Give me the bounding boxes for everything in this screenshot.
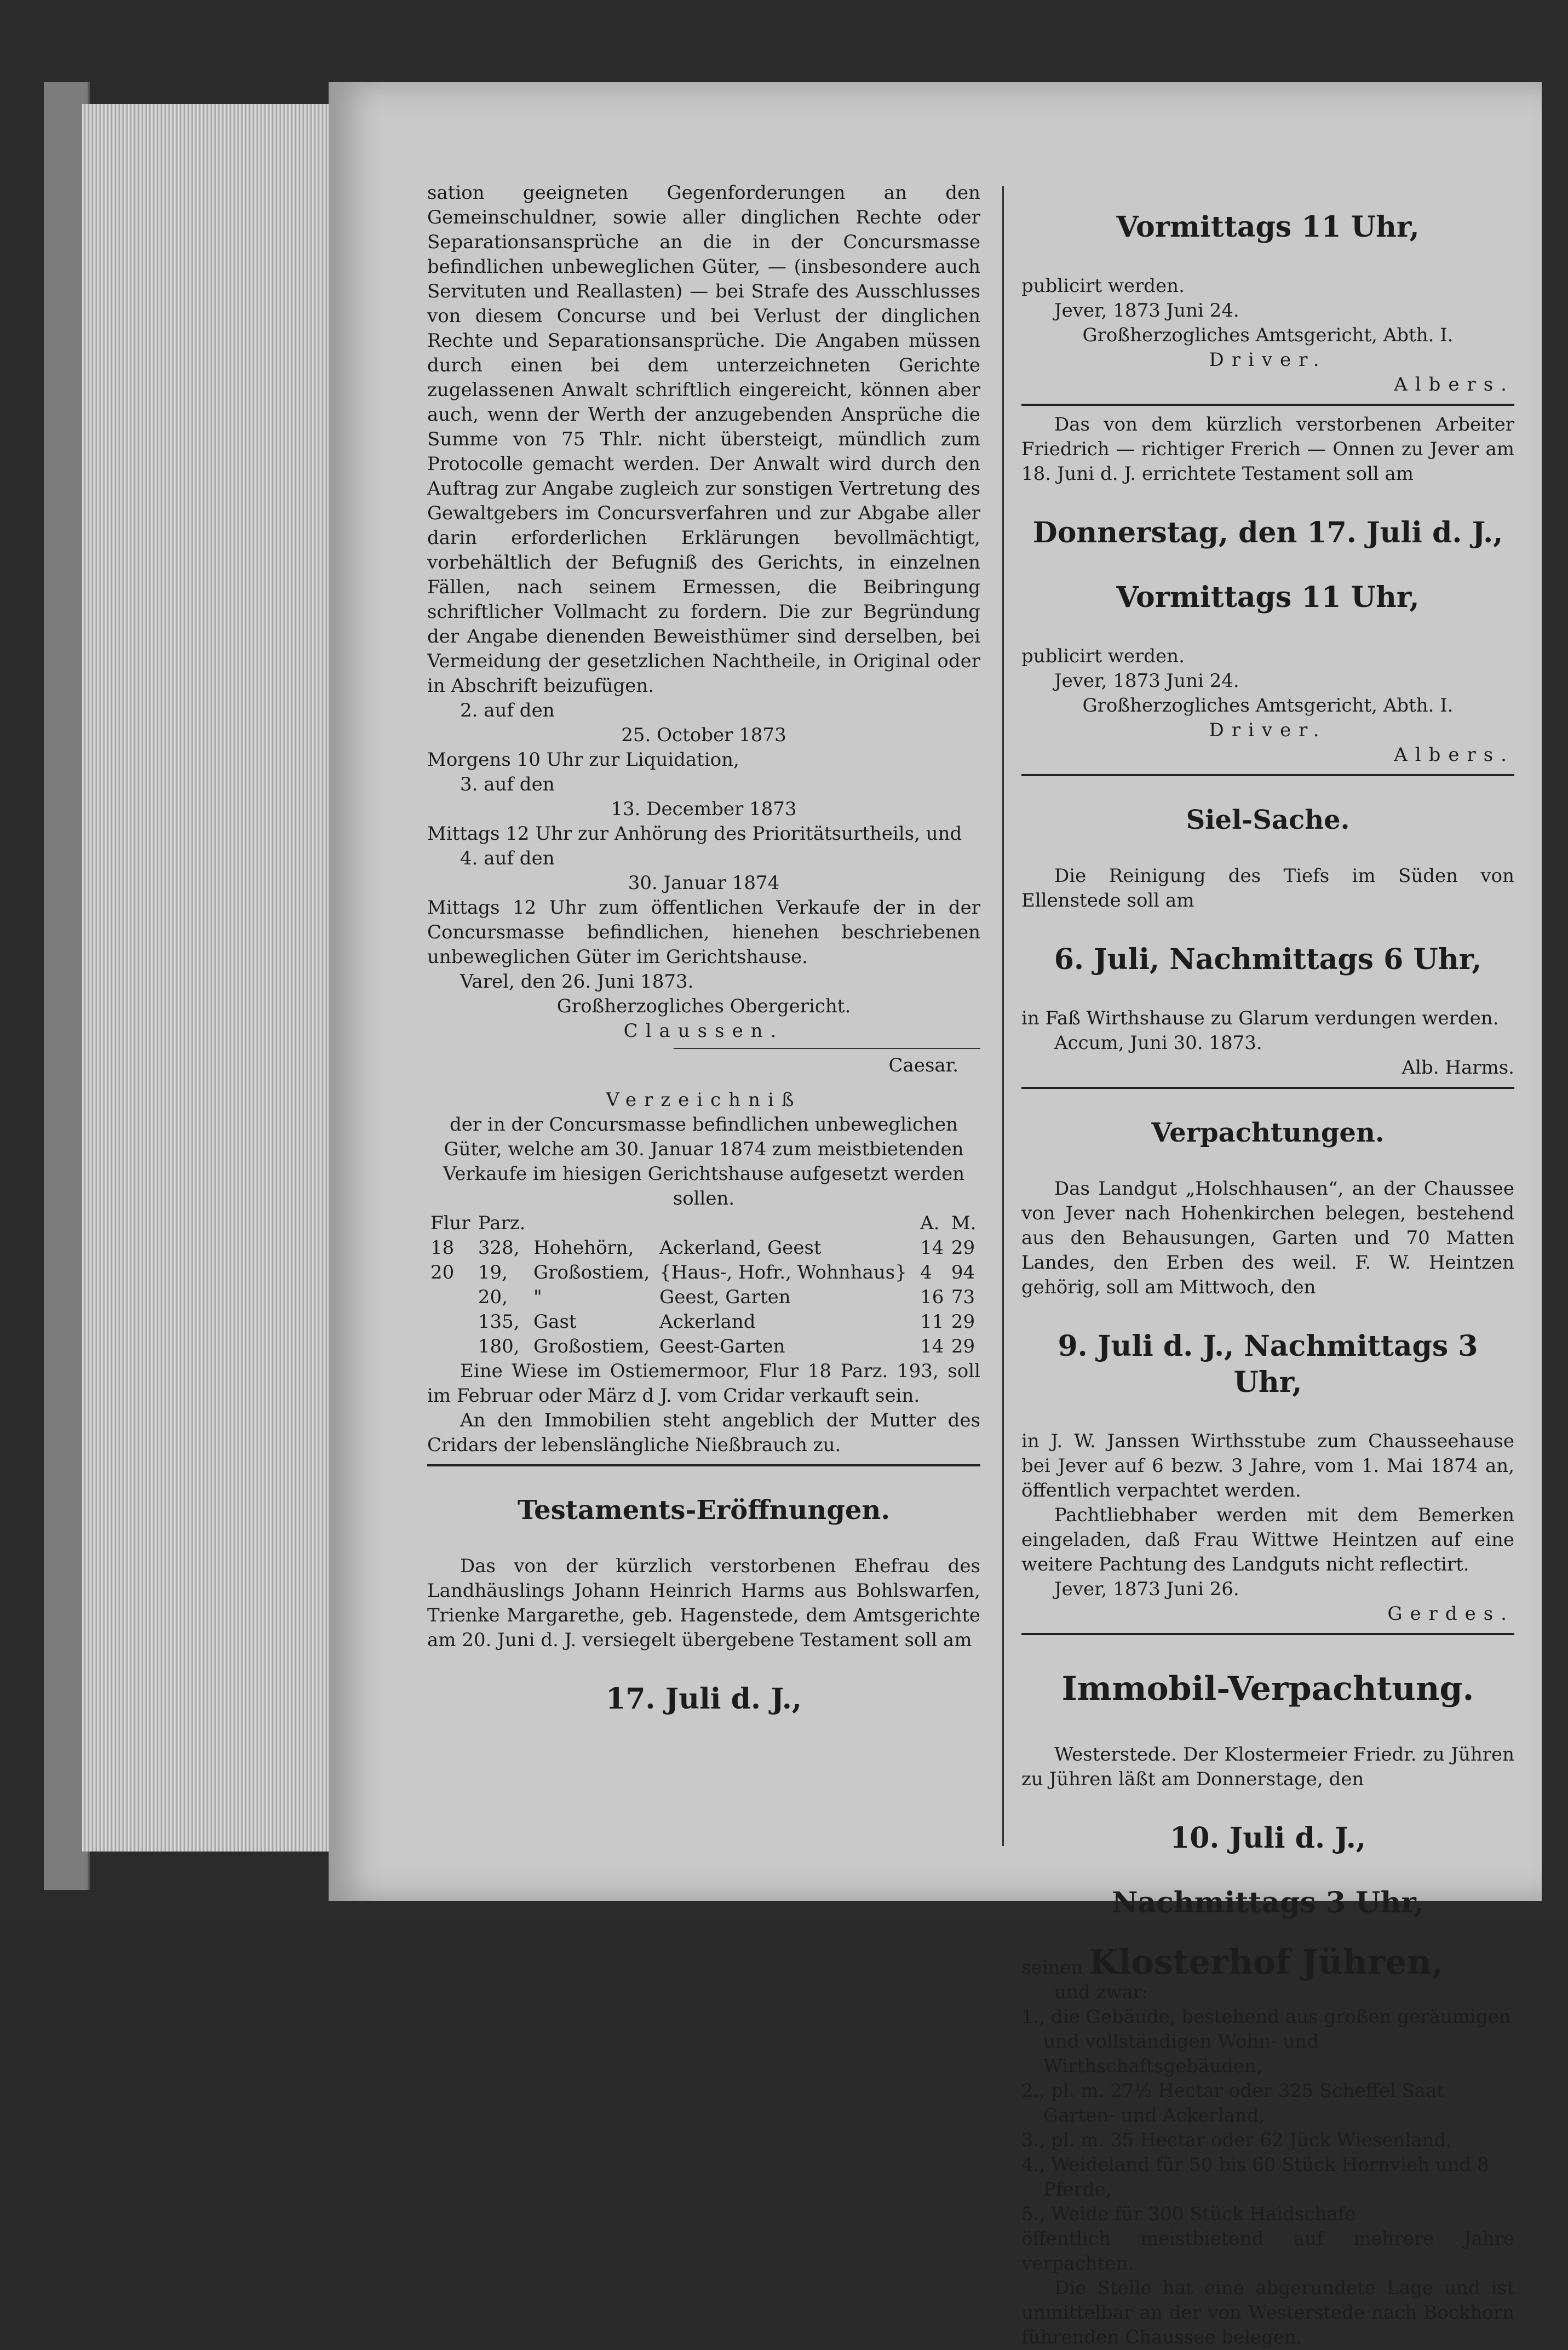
- siel-text2: in Faß Wirthshause zu Glarum verdungen werden.: [1021, 1007, 1499, 1029]
- table-row: [427, 1236, 980, 1260]
- left-column: [427, 181, 980, 1746]
- table-cell: Geest-Garten: [659, 1336, 785, 1357]
- table-note: Eine Wiese im Ostiemermoor, Flur 18 Parz. 193, soll im Februar oder März d J. vom Cridar verkauft sein.: [427, 1360, 980, 1407]
- table-cell: 14: [920, 1237, 944, 1259]
- column-divider: [1002, 186, 1004, 1846]
- siel-signature: Alb. Harms.: [1402, 1057, 1514, 1079]
- table-header: [656, 1211, 917, 1236]
- list-item: 2., pl. m. 27½ Hectar oder 325 Scheffel Saat Garten- und Ackerland,: [1021, 2080, 1444, 2127]
- table-cell: [427, 1334, 475, 1359]
- table-cell: 135,: [478, 1311, 520, 1333]
- table-cell: 29: [951, 1237, 975, 1259]
- verpachtungen-text2: in J. W. Janssen Wirthsstube zum Chausseehause bei Jever auf 6 bezw. 3 Jahre, vom 1. Mai 1874 an, öffentlich verpachtet werden.: [1021, 1430, 1514, 1501]
- item4-text: Mittags 12 Uhr zum öffentlichen Verkaufe der in der Concursmasse befindlichen, hienehen beschriebenen unbeweglichen Güter im Gerichtshause.: [427, 897, 980, 968]
- siel-heading: Siel-Sache.: [1186, 805, 1350, 835]
- item3-text: Mittags 12 Uhr zur Anhörung des Prioritätsurtheils, und: [427, 823, 962, 845]
- siel-date: 6. Juli, Nachmittags 6 Uhr,: [1054, 943, 1482, 976]
- top-place-date: Jever, 1873 Juni 24.: [1054, 300, 1239, 322]
- table-cell: 11: [920, 1311, 944, 1333]
- testament2-text: Das von dem kürzlich verstorbenen Arbeiter Friedrich — richtiger Frerich — Onnen zu Jever am 18. Juni d. J. errichtete Testament soll am: [1021, 414, 1514, 485]
- table-cell: 29: [951, 1336, 975, 1357]
- table-cell: Großostiem,: [533, 1336, 650, 1357]
- property-table: [427, 1211, 980, 1359]
- testament2-court: Großherzogliches Amtsgericht, Abth. I.: [1082, 695, 1454, 717]
- table-cell: ": [533, 1286, 542, 1308]
- immobil-klosterhof-line: [1021, 1942, 1514, 1982]
- court-name: Großherzogliches Obergericht.: [556, 995, 851, 1017]
- table-cell: 14: [920, 1336, 944, 1357]
- item2-text: Morgens 10 Uhr zur Liquidation,: [427, 749, 739, 771]
- top-court: Großherzogliches Amtsgericht, Abth. I.: [1082, 324, 1454, 346]
- top-publicirt: publicirt werden.: [1021, 275, 1185, 297]
- table-cell: Geest, Garten: [659, 1286, 791, 1308]
- book-page-stack: [82, 104, 334, 1852]
- table-header: [530, 1211, 656, 1236]
- section-rule: [1021, 1087, 1514, 1089]
- item2-label: 2. auf den: [460, 700, 555, 721]
- usufruct-note: An den Immobilien steht angeblich der Mutter des Cridars der lebenslängliche Nießbrauch zu.: [427, 1409, 980, 1456]
- table-row: [427, 1285, 980, 1310]
- table-row: [427, 1310, 980, 1334]
- section-rule: [427, 1464, 980, 1466]
- table-cell: Ackerland: [659, 1311, 756, 1333]
- item4-label: 4. auf den: [460, 847, 555, 869]
- top-time: Vormittags 11 Uhr,: [1116, 210, 1420, 244]
- table-cell: Hohehörn,: [533, 1237, 634, 1259]
- table-cell: 29: [951, 1311, 975, 1333]
- table-header-row: [427, 1211, 980, 1236]
- table-cell: 20: [430, 1262, 455, 1283]
- verpachtungen-date: 9. Juli d. J., Nachmittags 3 Uhr,: [1058, 1329, 1478, 1399]
- table-row: [427, 1334, 980, 1359]
- table-cell: 18: [430, 1237, 455, 1259]
- item2-date: 25. October 1873: [621, 724, 786, 746]
- list-item: 4., Weideland für 50 bis 60 Stück Hornvieh und 8 Pferde,: [1021, 2154, 1489, 2200]
- verpachtungen-place-date: Jever, 1873 Juni 26.: [1054, 1578, 1239, 1600]
- verpachtungen-text: Das Landgut „Holschhausen“, an der Chaussee von Jever nach Hohenkirchen belegen, bestehend aus den Behausungen, Garten und 70 Matten Landes, den Erben des weil. F. W. Heintzen gehörig, soll am Mittwoch, den: [1021, 1178, 1514, 1298]
- testament2-signature-driver: Driver.: [1209, 719, 1327, 741]
- immobil-time: Nachmittags 3 Uhr,: [1111, 1886, 1425, 1919]
- testament-text: Das von der kürzlich verstorbenen Ehefrau des Landhäuslings Johann Heinrich Harms aus Bohlswarfen, Trienke Margarethe, geb. Hagenstede, dem Amtsgerichte am 20. Juni d. J. versiegelt übergebene Testament soll am: [427, 1555, 980, 1651]
- table-cell: 94: [951, 1262, 975, 1283]
- list-item: 1., die Gebäude, bestehend aus großen geräumigen und vollständigen Wohn- und Wirthschaftsgebäuden,: [1021, 2006, 1511, 2077]
- table-header: A.: [920, 1212, 940, 1234]
- testament-heading: Testaments-Eröffnungen.: [517, 1495, 891, 1526]
- section-rule: [1021, 774, 1514, 776]
- table-cell: {Haus-, Hofr., Wohnhaus}: [659, 1262, 907, 1283]
- top-signature-albers: Albers.: [1394, 374, 1514, 396]
- table-cell: Ackerland, Geest: [659, 1237, 822, 1259]
- place-date: Varel, den 26. Juni 1873.: [460, 971, 694, 993]
- section-rule: [1021, 1633, 1514, 1635]
- immobil-seinen: seinen: [1021, 1957, 1083, 1979]
- signature-rule: [674, 1048, 980, 1049]
- concourse-intro-text: sation geeigneten Gegenforderungen an den Gemeinschuldner, sowie aller dinglichen Rechte oder Separationsansprüche an die in der Concursmasse befindlichen unbeweglichen Güter, — (insbesondere auch Servituten und Reallasten) — bei Strafe des Ausschlusses von diesem Concurse und bei Verlust der dinglichen Rechte und Separationsansprüche. Die Angaben müssen durch einen bei dem unterzeichneten Gerichte zugelassenen Anwalt schriftlich eingereicht, können aber auch, wenn der Werth der anzugebenden Ansprüche die Summe von 75 Thlr. nicht übersteigt, mündlich zum Protocolle gemacht werden. Der Anwalt wird durch den Auftrag zur Angabe zugleich zur sonstigen Vertretung des Gewaltgebers im Concursverfahren und zur Abgabe aller darin erforderlichen Erklärungen bevollmächtigt, vorbehältlich der Befugniß des Gerichts, in einzelnen Fällen, nach seinem Ermessen, die Beibringung schriftlicher Vollmacht zu fordern. Die zur Begründung der Angabe dienenden Beweisthümer sind derselben, bei Vermeidung der gesetzlichen Nachtheile, in Original oder in Abschrift beizufügen.: [427, 182, 980, 697]
- testament2-place-date: Jever, 1873 Juni 24.: [1054, 670, 1239, 692]
- table-cell: 328,: [478, 1237, 520, 1259]
- signature-claussen: Claussen.: [623, 1020, 784, 1042]
- verpachtungen-text3: Pachtliebhaber werden mit dem Bemerken eingeladen, daß Frau Wittwe Heintzen auf eine weitere Pachtung des Landguts nicht reflectirt.: [1021, 1504, 1514, 1575]
- immobil-und-zwar: und zwar:: [1054, 1981, 1148, 2003]
- siel-place-date: Accum, Juni 30. 1873.: [1054, 1032, 1262, 1054]
- testament2-date: Donnerstag, den 17. Juli d. J.,: [1032, 516, 1503, 549]
- table-cell: [427, 1285, 475, 1310]
- table-header: Parz.: [478, 1212, 526, 1234]
- table-cell: 4: [920, 1262, 932, 1283]
- table-header: M.: [951, 1212, 977, 1234]
- table-cell: 20,: [478, 1286, 508, 1308]
- testament2-signature-albers: Albers.: [1394, 744, 1514, 766]
- table-cell: Gast: [533, 1311, 577, 1333]
- table-cell: Großostiem,: [533, 1262, 650, 1283]
- table-cell: 73: [951, 1286, 975, 1308]
- table-header: Flur: [430, 1212, 470, 1234]
- table-cell: [427, 1310, 475, 1334]
- item3-label: 3. auf den: [460, 773, 555, 795]
- testament-date: 17. Juli d. J.,: [606, 1682, 802, 1716]
- testament2-time: Vormittags 11 Uhr,: [1116, 581, 1420, 614]
- top-signature-driver: Driver.: [1209, 349, 1327, 371]
- table-row: [427, 1260, 980, 1285]
- item3-date: 13. December 1873: [611, 798, 797, 820]
- register-title: Verzeichniß: [606, 1089, 802, 1111]
- immobil-klosterhof: Klosterhof Jühren,: [1089, 1942, 1444, 1982]
- immobil-date: 10. Juli d. J.,: [1170, 1821, 1366, 1855]
- right-column: [1021, 181, 1514, 2350]
- register-subtitle: der in der Concursmasse befindlichen unbeweglichen Güter, welche am 30. Januar 1874 zum meistbietenden Verkaufe im hiesigen Gerichtshause aufgesetzt werden sollen.: [443, 1114, 965, 1210]
- list-item: 3., pl. m. 35 Hectar oder 62 Jück Wiesenland,: [1021, 2129, 1452, 2151]
- immobil-text2: öffentlich meistbietend auf mehrere Jahre verpachten.: [1021, 2228, 1514, 2274]
- table-cell: 19,: [478, 1262, 508, 1283]
- newspaper-page: [329, 82, 1542, 2348]
- verpachtungen-heading: Verpachtungen.: [1151, 1117, 1385, 1148]
- table-cell: 180,: [478, 1336, 520, 1357]
- signature-caesar: Caesar.: [888, 1054, 958, 1076]
- immobil-heading: Immobil-Verpachtung.: [1061, 1670, 1474, 1708]
- list-item: 5., Weide für 300 Stück Haidschafe: [1021, 2203, 1356, 2225]
- testament2-publicirt: publicirt werden.: [1021, 645, 1185, 667]
- section-rule: [1021, 404, 1514, 406]
- immobil-text3: Die Stelle hat eine abgerundete Lage und ist unmittelbar an der von Westerstede nach Bockhorn führenden Chaussee belegen.: [1021, 2277, 1514, 2348]
- table-cell: 16: [920, 1286, 944, 1308]
- siel-text: Die Reinigung des Tiefs im Süden von Ellenstede soll am: [1021, 865, 1514, 912]
- item4-date: 30. Januar 1874: [628, 872, 780, 894]
- immobil-text: Westerstede. Der Klostermeier Friedr. zu Jühren zu Jühren läßt am Donnerstage, den: [1021, 1744, 1514, 1790]
- verpachtungen-signature: Gerdes.: [1387, 1603, 1514, 1625]
